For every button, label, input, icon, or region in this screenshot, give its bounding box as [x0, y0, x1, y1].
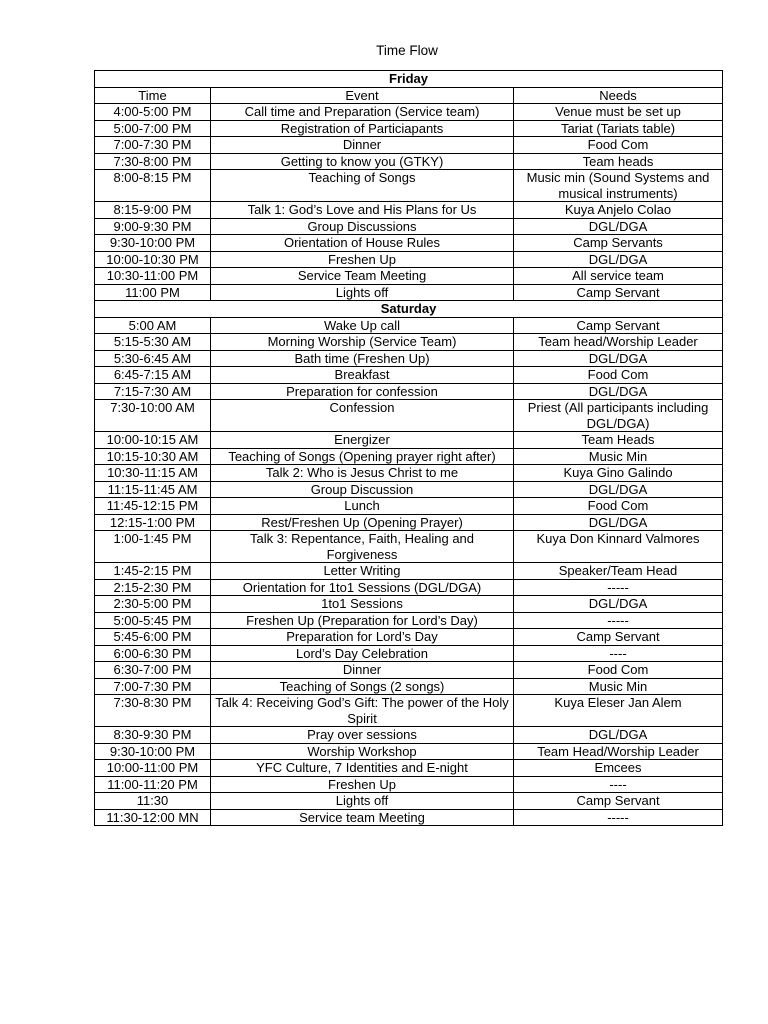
table-row [95, 678, 723, 695]
section-heading: Friday [95, 71, 723, 88]
time-cell: 7:30-8:30 PM [95, 695, 211, 727]
event-cell: Rest/Freshen Up (Opening Prayer) [211, 514, 514, 531]
column-header-row [95, 87, 723, 104]
event-cell: Freshen Up (Preparation for Lord’s Day) [211, 612, 514, 629]
table-row [95, 218, 723, 235]
needs-cell: Food Com [514, 137, 723, 154]
needs-cell: ----- [514, 809, 723, 826]
table-row [95, 137, 723, 154]
time-cell: 7:30-10:00 AM [95, 400, 211, 432]
needs-cell: Food Com [514, 367, 723, 384]
time-cell: 10:00-10:30 PM [95, 251, 211, 268]
needs-cell: Team Heads [514, 432, 723, 449]
needs-cell: ----- [514, 612, 723, 629]
needs-cell: ---- [514, 645, 723, 662]
event-cell: Lord’s Day Celebration [211, 645, 514, 662]
time-cell: 1:45-2:15 PM [95, 563, 211, 580]
time-cell: 9:00-9:30 PM [95, 218, 211, 235]
needs-cell: Team head/Worship Leader [514, 334, 723, 351]
time-cell: 8:00-8:15 PM [95, 170, 211, 202]
event-cell: Service team Meeting [211, 809, 514, 826]
event-cell: YFC Culture, 7 Identities and E-night [211, 760, 514, 777]
table-row [95, 120, 723, 137]
table-row [95, 235, 723, 252]
table-row [95, 153, 723, 170]
needs-cell: DGL/DGA [514, 481, 723, 498]
needs-cell: DGL/DGA [514, 218, 723, 235]
table-row [95, 531, 723, 563]
section-heading: Saturday [95, 301, 723, 318]
event-cell: Bath time (Freshen Up) [211, 350, 514, 367]
table-row [95, 284, 723, 301]
time-cell: 8:30-9:30 PM [95, 727, 211, 744]
event-cell: Dinner [211, 662, 514, 679]
time-cell: 5:00-7:00 PM [95, 120, 211, 137]
time-cell: 7:30-8:00 PM [95, 153, 211, 170]
event-cell: Wake Up call [211, 317, 514, 334]
table-row [95, 498, 723, 515]
event-cell: Pray over sessions [211, 727, 514, 744]
time-cell: 5:00-5:45 PM [95, 612, 211, 629]
table-row [95, 268, 723, 285]
event-cell: Confession [211, 400, 514, 432]
needs-cell: Kuya Anjelo Colao [514, 202, 723, 219]
needs-cell: Kuya Eleser Jan Alem [514, 695, 723, 727]
time-cell: 10:30-11:15 AM [95, 465, 211, 482]
time-cell: 10:00-11:00 PM [95, 760, 211, 777]
table-row [95, 448, 723, 465]
document-title: Time Flow [376, 43, 438, 58]
table-row [95, 251, 723, 268]
needs-cell: ---- [514, 776, 723, 793]
time-cell: 11:45-12:15 PM [95, 498, 211, 515]
event-cell: Talk 1: God’s Love and His Plans for Us [211, 202, 514, 219]
table-row [95, 727, 723, 744]
event-cell: Service Team Meeting [211, 268, 514, 285]
time-cell: 5:30-6:45 AM [95, 350, 211, 367]
table-row [95, 334, 723, 351]
table-row [95, 793, 723, 810]
table-row [95, 350, 723, 367]
event-cell: Talk 3: Repentance, Faith, Healing and Forgiveness [211, 531, 514, 563]
event-cell: Morning Worship (Service Team) [211, 334, 514, 351]
needs-cell: Kuya Don Kinnard Valmores [514, 531, 723, 563]
needs-cell: DGL/DGA [514, 251, 723, 268]
event-cell: Group Discussions [211, 218, 514, 235]
event-cell: Teaching of Songs (2 songs) [211, 678, 514, 695]
event-cell: Getting to know you (GTKY) [211, 153, 514, 170]
time-cell: 11:00 PM [95, 284, 211, 301]
time-cell: 11:00-11:20 PM [95, 776, 211, 793]
time-cell: 11:30 [95, 793, 211, 810]
table-row [95, 317, 723, 334]
section-row [95, 301, 723, 318]
time-cell: 10:15-10:30 AM [95, 448, 211, 465]
time-cell: 2:30-5:00 PM [95, 596, 211, 613]
time-cell: 11:30-12:00 MN [95, 809, 211, 826]
time-column-header: Time [95, 87, 211, 104]
time-cell: 10:30-11:00 PM [95, 268, 211, 285]
event-cell: Worship Workshop [211, 743, 514, 760]
needs-cell: Camp Servant [514, 793, 723, 810]
table-row [95, 563, 723, 580]
needs-cell: Food Com [514, 662, 723, 679]
table-row [95, 432, 723, 449]
table-row [95, 481, 723, 498]
time-cell: 6:45-7:15 AM [95, 367, 211, 384]
needs-cell: Camp Servant [514, 317, 723, 334]
needs-cell: DGL/DGA [514, 596, 723, 613]
table-row [95, 383, 723, 400]
event-cell: Talk 4: Receiving God’s Gift: The power of the Holy Spirit [211, 695, 514, 727]
table-row [95, 202, 723, 219]
event-cell: Preparation for Lord’s Day [211, 629, 514, 646]
section-row [95, 71, 723, 88]
time-cell: 2:15-2:30 PM [95, 579, 211, 596]
needs-cell: All service team [514, 268, 723, 285]
event-cell: 1to1 Sessions [211, 596, 514, 613]
needs-cell: DGL/DGA [514, 727, 723, 744]
table-row [95, 400, 723, 432]
needs-cell: Venue must be set up [514, 104, 723, 121]
time-cell: 1:00-1:45 PM [95, 531, 211, 563]
needs-cell: Tariat (Tariats table) [514, 120, 723, 137]
table-row [95, 629, 723, 646]
table-row [95, 579, 723, 596]
needs-cell: DGL/DGA [514, 350, 723, 367]
needs-cell: Music Min [514, 448, 723, 465]
table-row [95, 743, 723, 760]
time-cell: 8:15-9:00 PM [95, 202, 211, 219]
time-cell: 6:30-7:00 PM [95, 662, 211, 679]
time-cell: 5:15-5:30 AM [95, 334, 211, 351]
time-cell: 9:30-10:00 PM [95, 743, 211, 760]
schedule-table [94, 70, 723, 826]
event-cell: Orientation of House Rules [211, 235, 514, 252]
table-row [95, 170, 723, 202]
needs-column-header: Needs [514, 87, 723, 104]
needs-cell: Camp Servant [514, 629, 723, 646]
table-row [95, 645, 723, 662]
time-cell: 11:15-11:45 AM [95, 481, 211, 498]
event-cell: Dinner [211, 137, 514, 154]
time-cell: 7:00-7:30 PM [95, 137, 211, 154]
table-row [95, 612, 723, 629]
event-cell: Freshen Up [211, 251, 514, 268]
needs-cell: Emcees [514, 760, 723, 777]
needs-cell: Camp Servants [514, 235, 723, 252]
needs-cell: Priest (All participants including DGL/DGA) [514, 400, 723, 432]
needs-cell: Camp Servant [514, 284, 723, 301]
table-row [95, 776, 723, 793]
table-row [95, 596, 723, 613]
event-cell: Preparation for confession [211, 383, 514, 400]
event-cell: Teaching of Songs (Opening prayer right after) [211, 448, 514, 465]
needs-cell: DGL/DGA [514, 383, 723, 400]
table-row [95, 367, 723, 384]
event-cell: Letter Writing [211, 563, 514, 580]
table-row [95, 465, 723, 482]
event-cell: Breakfast [211, 367, 514, 384]
table-row [95, 695, 723, 727]
event-cell: Orientation for 1to1 Sessions (DGL/DGA) [211, 579, 514, 596]
needs-cell: Speaker/Team Head [514, 563, 723, 580]
schedule-body [95, 71, 723, 826]
event-cell: Registration of Particiapants [211, 120, 514, 137]
event-cell: Freshen Up [211, 776, 514, 793]
event-cell: Group Discussion [211, 481, 514, 498]
needs-cell: Food Com [514, 498, 723, 515]
needs-cell: Music Min [514, 678, 723, 695]
table-row [95, 104, 723, 121]
time-cell: 7:15-7:30 AM [95, 383, 211, 400]
event-cell: Teaching of Songs [211, 170, 514, 202]
table-row [95, 760, 723, 777]
event-cell: Lights off [211, 793, 514, 810]
event-cell: Lights off [211, 284, 514, 301]
time-cell: 6:00-6:30 PM [95, 645, 211, 662]
event-cell: Talk 2: Who is Jesus Christ to me [211, 465, 514, 482]
time-cell: 10:00-10:15 AM [95, 432, 211, 449]
time-cell: 7:00-7:30 PM [95, 678, 211, 695]
event-cell: Lunch [211, 498, 514, 515]
needs-cell: Music min (Sound Systems and musical instruments) [514, 170, 723, 202]
needs-cell: DGL/DGA [514, 514, 723, 531]
event-cell: Energizer [211, 432, 514, 449]
table-row [95, 809, 723, 826]
time-cell: 4:00-5:00 PM [95, 104, 211, 121]
needs-cell: Kuya Gino Galindo [514, 465, 723, 482]
time-cell: 5:00 AM [95, 317, 211, 334]
time-cell: 5:45-6:00 PM [95, 629, 211, 646]
event-cell: Call time and Preparation (Service team) [211, 104, 514, 121]
table-row [95, 514, 723, 531]
needs-cell: Team heads [514, 153, 723, 170]
needs-cell: ----- [514, 579, 723, 596]
time-cell: 12:15-1:00 PM [95, 514, 211, 531]
event-column-header: Event [211, 87, 514, 104]
time-cell: 9:30-10:00 PM [95, 235, 211, 252]
needs-cell: Team Head/Worship Leader [514, 743, 723, 760]
table-row [95, 662, 723, 679]
